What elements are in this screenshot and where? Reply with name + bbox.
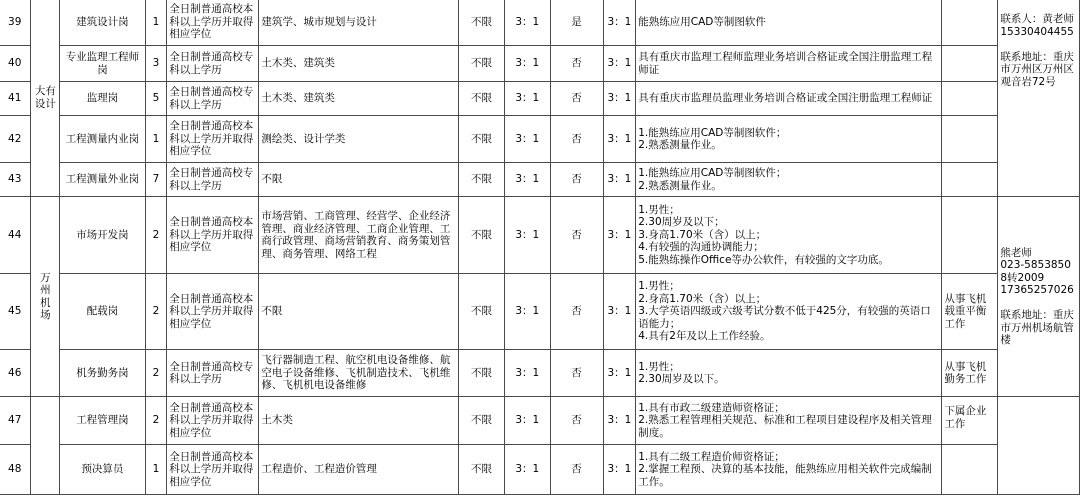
education-requirement: 全日制普通高校本科以上学历并取得相应学位 <box>167 0 259 46</box>
education-requirement: 全日制普通高校专科以上学历 <box>167 350 259 397</box>
post-name: 配载岗 <box>60 274 145 350</box>
major-requirement: 土木类、建筑类 <box>259 46 459 82</box>
education-requirement: 全日制普通高校本科以上学历并取得相应学位 <box>167 445 259 495</box>
unit-cell-wanzhou: 万州机场 <box>31 197 60 397</box>
contact-cell-wanzhou: 熊老师 023-58538508转2009 17365257026 联系地址：重庆市万州机场航管楼 <box>998 197 1080 397</box>
education-requirement: 全日制普通高校专科以上学历 <box>167 46 259 82</box>
table-row <box>0 397 1080 445</box>
major-requirement: 土木类、建筑类 <box>259 82 459 116</box>
yes-no-cell: 否 <box>550 350 603 397</box>
ratio-cell: 3：1 <box>505 46 550 82</box>
ratio-cell: 3：1 <box>505 0 550 46</box>
table-row <box>0 445 1080 495</box>
post-name: 机务勤务岗 <box>60 350 145 397</box>
row-number: 40 <box>0 46 31 82</box>
other-requirement: 1.具有市政二级建造师资格证； 2.熟悉工程管理相关规范、标准和工程项目建设程序及相关管理制度。 <box>636 397 942 445</box>
table-row <box>0 197 1080 274</box>
ratio-cell: 3：1 <box>603 397 636 445</box>
contact-cell-empty <box>998 397 1080 495</box>
post-count: 3 <box>145 46 167 82</box>
post-name: 建筑设计岗 <box>60 0 145 46</box>
other-requirement: 具有重庆市监理工程师监理业务培训合格证或全国注册监理工程师证 <box>636 46 942 82</box>
row-number: 46 <box>0 350 31 397</box>
post-name: 工程管理岗 <box>60 397 145 445</box>
ratio-cell: 3：1 <box>603 46 636 82</box>
major-requirement: 测绘类、设计学类 <box>259 116 459 163</box>
limit-cell: 不限 <box>458 445 504 495</box>
unit-cell-dayou: 大有设计 <box>31 0 60 197</box>
note-cell: 从事飞机勤务工作 <box>942 350 998 397</box>
major-requirement: 土木类 <box>259 397 459 445</box>
ratio-cell: 3：1 <box>603 350 636 397</box>
ratio-cell: 3：1 <box>603 82 636 116</box>
post-count: 1 <box>145 445 167 495</box>
yes-no-cell: 否 <box>550 274 603 350</box>
limit-cell: 不限 <box>458 350 504 397</box>
major-requirement: 飞行器制造工程、航空机电设备维修、航空电子设备维修、飞机制造技术、飞机维修、飞机机电设备维修 <box>259 350 459 397</box>
ratio-cell: 3：1 <box>505 197 550 274</box>
unit-cell-empty <box>31 397 60 495</box>
row-number: 42 <box>0 116 31 163</box>
row-number: 47 <box>0 397 31 445</box>
post-count: 2 <box>145 197 167 274</box>
education-requirement: 全日制普通高校专科以上学历 <box>167 163 259 197</box>
ratio-cell: 3：1 <box>505 445 550 495</box>
table-row <box>0 82 1080 116</box>
note-cell <box>942 163 998 197</box>
note-cell: 下属企业工作 <box>942 397 998 445</box>
post-count: 1 <box>145 116 167 163</box>
post-name: 预决算员 <box>60 445 145 495</box>
yes-no-cell: 否 <box>550 197 603 274</box>
education-requirement: 全日制普通高校专科以上学历 <box>167 82 259 116</box>
table-row <box>0 116 1080 163</box>
yes-no-cell: 否 <box>550 163 603 197</box>
limit-cell: 不限 <box>458 197 504 274</box>
major-requirement: 建筑学、城市规划与设计 <box>259 0 459 46</box>
ratio-cell: 3：1 <box>505 116 550 163</box>
post-name: 市场开发岗 <box>60 197 145 274</box>
row-number: 41 <box>0 82 31 116</box>
education-requirement: 全日制普通高校本科以上学历并取得相应学位 <box>167 274 259 350</box>
ratio-cell: 3：1 <box>505 274 550 350</box>
ratio-cell: 3：1 <box>603 163 636 197</box>
row-number: 45 <box>0 274 31 350</box>
major-requirement: 不限 <box>259 163 459 197</box>
note-cell <box>942 82 998 116</box>
other-requirement: 1.能熟练应用CAD等制图软件； 2.熟悉测量作业。 <box>636 116 942 163</box>
table-row <box>0 0 1080 46</box>
post-name: 专业监理工程师岗 <box>60 46 145 82</box>
post-name: 监理岗 <box>60 82 145 116</box>
ratio-cell: 3：1 <box>603 0 636 46</box>
yes-no-cell: 否 <box>550 397 603 445</box>
yes-no-cell: 否 <box>550 82 603 116</box>
other-requirement: 1.男性； 2.30周岁及以下。 <box>636 350 942 397</box>
post-count: 2 <box>145 274 167 350</box>
contact-cell-dayou: 联系人：黄老师 15330404455 联系地址：重庆市万州区万州区观音岩72号 <box>998 0 1080 197</box>
education-requirement: 全日制普通高校本科以上学历并取得相应学位 <box>167 116 259 163</box>
note-cell <box>942 445 998 495</box>
ratio-cell: 3：1 <box>603 197 636 274</box>
limit-cell: 不限 <box>458 46 504 82</box>
other-requirement: 具有重庆市监理员监理业务培训合格证或全国注册监理工程师证 <box>636 82 942 116</box>
yes-no-cell: 否 <box>550 116 603 163</box>
post-count: 7 <box>145 163 167 197</box>
major-requirement: 不限 <box>259 274 459 350</box>
note-cell <box>942 0 998 46</box>
table-row <box>0 46 1080 82</box>
ratio-cell: 3：1 <box>603 445 636 495</box>
education-requirement: 全日制普通高校本科以上学历并取得相应学位 <box>167 397 259 445</box>
row-number: 44 <box>0 197 31 274</box>
other-requirement: 1.具有二级工程造价师资格证； 2.掌握工程预、决算的基本技能，能熟练应用相关软件完成编制工作。 <box>636 445 942 495</box>
ratio-cell: 3：1 <box>505 82 550 116</box>
major-requirement: 市场营销、工商管理、经营学、企业经济管理、商业经济管理、工商企业管理、工商行政管理、商场营销教育、商务策划管理、商务管理、网络工程 <box>259 197 459 274</box>
ratio-cell: 3：1 <box>505 397 550 445</box>
yes-no-cell: 是 <box>550 0 603 46</box>
ratio-cell: 3：1 <box>603 116 636 163</box>
limit-cell: 不限 <box>458 397 504 445</box>
limit-cell: 不限 <box>458 0 504 46</box>
limit-cell: 不限 <box>458 274 504 350</box>
post-count: 1 <box>145 0 167 46</box>
limit-cell: 不限 <box>458 163 504 197</box>
yes-no-cell: 否 <box>550 445 603 495</box>
note-cell <box>942 46 998 82</box>
ratio-cell: 3：1 <box>505 350 550 397</box>
note-cell <box>942 197 998 274</box>
row-number: 43 <box>0 163 31 197</box>
row-number: 39 <box>0 0 31 46</box>
major-requirement: 工程造价、工程造价管理 <box>259 445 459 495</box>
post-name: 工程测量内业岗 <box>60 116 145 163</box>
note-cell <box>942 116 998 163</box>
table-row <box>0 274 1080 350</box>
post-count: 2 <box>145 397 167 445</box>
other-requirement: 1.男性； 2.身高1.70米（含）以上； 3.大学英语四级或六级考试分数不低于425分，有较强的英语口语能力； 4.具有2年及以上工作经验。 <box>636 274 942 350</box>
post-count: 2 <box>145 350 167 397</box>
ratio-cell: 3：1 <box>603 274 636 350</box>
post-count: 5 <box>145 82 167 116</box>
row-number: 48 <box>0 445 31 495</box>
yes-no-cell: 否 <box>550 46 603 82</box>
limit-cell: 不限 <box>458 116 504 163</box>
education-requirement: 全日制普通高校本科以上学历并取得相应学位 <box>167 197 259 274</box>
post-name: 工程测量外业岗 <box>60 163 145 197</box>
note-cell: 从事飞机载重平衡工作 <box>942 274 998 350</box>
other-requirement: 1.能熟练应用CAD等制图软件； 2.熟悉测量作业。 <box>636 163 942 197</box>
ratio-cell: 3：1 <box>505 163 550 197</box>
table-row <box>0 163 1080 197</box>
table-row <box>0 350 1080 397</box>
other-requirement: 1.男性； 2.30周岁及以下； 3.身高1.70米（含）以上； 4.有较强的沟通协调能力； 5.能熟练操作Office等办公软件，有较强的文字功底。 <box>636 197 942 274</box>
other-requirement: 能熟练应用CAD等制图软件 <box>636 0 942 46</box>
limit-cell: 不限 <box>458 82 504 116</box>
